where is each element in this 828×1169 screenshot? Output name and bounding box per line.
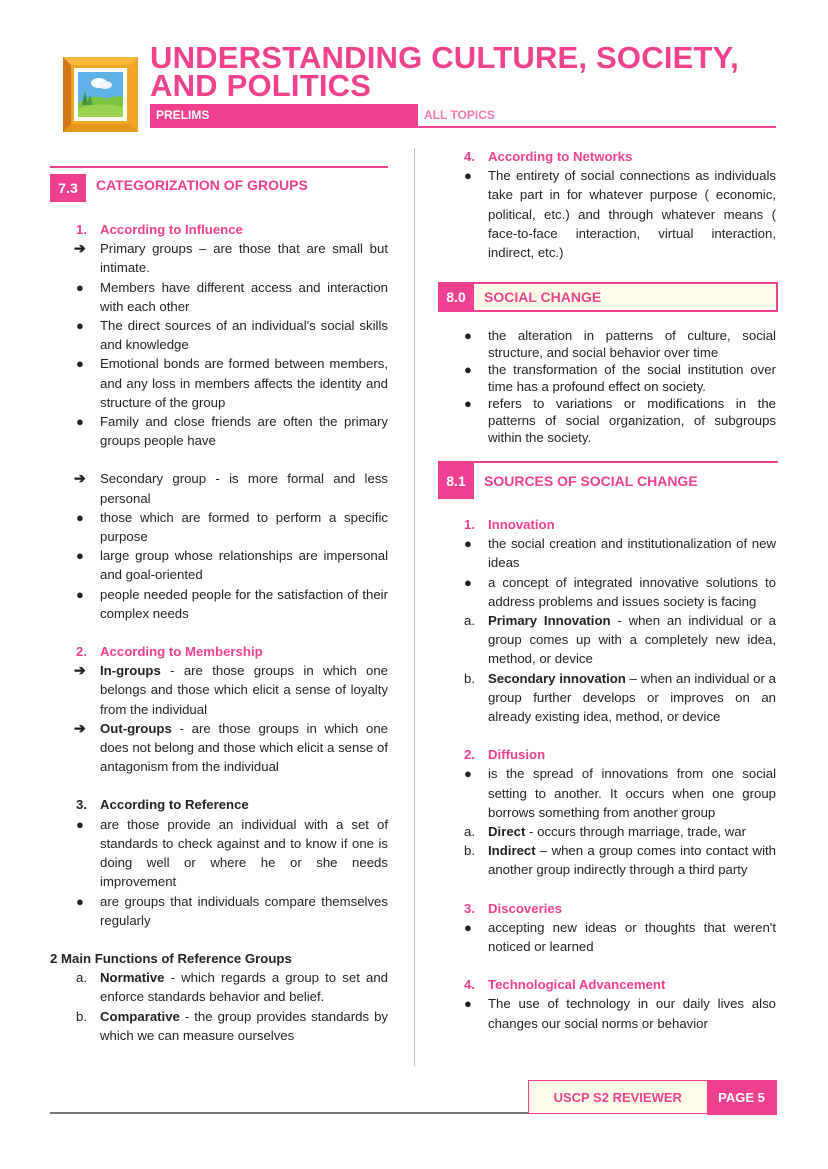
primary-groups-item: ➔ Primary groups – are those that are small but intimate. xyxy=(74,240,388,276)
bullet-icon: ● xyxy=(464,574,472,590)
list-item: ● the transformation of the social institution over time has a profound effect on society. xyxy=(464,362,776,394)
column-divider xyxy=(414,148,415,1066)
bullet-icon: ● xyxy=(76,816,84,832)
primary-innovation-item: a. Primary Innovation - when an individual or a group comes up with a completely new idea, method, or device xyxy=(464,613,776,667)
bullet-icon: ● xyxy=(464,996,472,1012)
section-number: 8.0 xyxy=(438,282,474,312)
list-item: ● Members have different access and interaction with each other xyxy=(76,279,388,314)
bullet-icon: ● xyxy=(76,356,84,372)
arrow-icon: ➔ xyxy=(74,470,86,487)
framed-picture-icon xyxy=(63,57,138,132)
section-number: 7.3 xyxy=(50,174,86,202)
bullet-icon: ● xyxy=(76,414,84,430)
list-item: ● a concept of integrated innovative solutions to address problems and issues society is facing xyxy=(464,574,776,609)
list-item: ● The use of technology in our daily lives also changes our social norms or behavior xyxy=(464,996,776,1031)
out-groups-item: ➔ Out-groups - are those groups in which one does not belong and those which elicit a sense of antagonism from the individual xyxy=(74,719,388,775)
list-item: ● are those provide an individual with a set of standards to check against and to know if one is doing well or where he or she needs improvement xyxy=(76,816,388,890)
subheading-reference: 3. According to Reference xyxy=(76,797,249,813)
normative-item: a. Normative - which regards a group to set and enforce standards behavior and belief. xyxy=(76,970,388,1005)
topic-tabs xyxy=(150,104,776,128)
section-title: SOURCES OF SOCIAL CHANGE xyxy=(484,473,698,489)
left-column-content xyxy=(50,220,388,1045)
indirect-diffusion-item: b. Indirect – when a group comes into contact with another group indirectly through a third party xyxy=(464,843,776,878)
list-item: ● Emotional bonds are formed between members, and any loss in members affects the identity and structure of the group xyxy=(76,356,388,410)
list-item: ● the social creation and institutionalization of new ideas xyxy=(464,536,776,571)
footer-label: USCP S2 REVIEWER xyxy=(553,1089,682,1105)
functions-heading: 2 Main Functions of Reference Groups xyxy=(50,950,292,966)
bullet-icon: ● xyxy=(464,536,472,552)
tab-all-topics[interactable]: ALL TOPICS xyxy=(424,108,495,122)
in-groups-item: ➔ In-groups - are those groups in which one belongs and those which elicit a sense of loyalty from the individual xyxy=(74,662,388,717)
subheading-discoveries: 3. Discoveries xyxy=(464,900,563,916)
bullet-icon: ● xyxy=(76,318,84,334)
bullet-icon: ● xyxy=(464,168,472,184)
secondary-innovation-item: b. Secondary innovation – when an individual or a group further develops or improves on an already existing idea, method, or device xyxy=(464,670,776,725)
subheading-innovation: 1. Innovation xyxy=(464,517,555,532)
arrow-icon: ➔ xyxy=(74,662,86,679)
list-item: ● are groups that individuals compare themselves regularly xyxy=(76,893,388,928)
subheading-networks: 4. According to Networks xyxy=(464,149,633,164)
direct-diffusion-item: a. Direct - occurs through marriage, trade, war xyxy=(464,824,747,840)
arrow-icon: ➔ xyxy=(74,719,86,736)
list-item: ● large group whose relationships are impersonal and goal-oriented xyxy=(76,548,388,583)
title-line-1: UNDERSTANDING CULTURE, SOCIETY, xyxy=(150,40,739,75)
page-number: PAGE 5 xyxy=(707,1080,777,1115)
bullet-icon: ● xyxy=(464,766,472,782)
social-change-points xyxy=(438,327,776,446)
bullet-icon: ● xyxy=(464,328,472,343)
section-number: 8.1 xyxy=(438,463,474,499)
list-item: ● The entirety of social connections as individuals take part in for whatever purpose ( economic, political, etc.) and through whatever means ( face-to-face interaction, virtual interaction, indirect, etc.) xyxy=(464,168,776,261)
list-item: ● is the spread of innovations from one social setting to another. It occurs when one group borrows something from another group xyxy=(464,766,776,820)
bullet-icon: ● xyxy=(464,919,472,935)
subheading-technology: 4. Technological Advancement xyxy=(464,977,666,993)
bullet-icon: ● xyxy=(76,586,84,602)
secondary-group-item: ➔ Secondary group - is more formal and less personal xyxy=(74,470,388,506)
list-item: ● people needed people for the satisfaction of their complex needs xyxy=(76,586,388,621)
list-item: ● the alteration in patterns of culture, social structure, and social behavior over time xyxy=(464,328,776,360)
networks-block xyxy=(438,147,776,262)
bullet-icon: ● xyxy=(464,396,472,411)
tab-prelims[interactable]: PRELIMS xyxy=(150,104,418,126)
list-item: ● The direct sources of an individual's social skills and knowledge xyxy=(76,318,388,353)
section-title: SOCIAL CHANGE xyxy=(484,289,602,305)
list-item: ● accepting new ideas or thoughts that weren't noticed or learned xyxy=(464,919,776,955)
subheading-influence: 1. According to Influence xyxy=(76,222,243,237)
section-header-7-3 xyxy=(50,166,388,196)
arrow-icon: ➔ xyxy=(74,240,86,257)
subheading-membership: 2. According to Membership xyxy=(76,644,263,660)
page-title xyxy=(150,40,790,103)
bullet-icon: ● xyxy=(76,548,84,564)
bullet-icon: ● xyxy=(464,362,472,377)
comparative-item: b. Comparative - the group provides standards by which we can measure ourselves xyxy=(76,1008,388,1043)
bullet-icon: ● xyxy=(76,279,84,295)
section-header-8-0 xyxy=(438,282,778,312)
section-title: CATEGORIZATION OF GROUPS xyxy=(96,177,308,193)
title-line-2: AND POLITICS xyxy=(150,68,372,103)
footer-rule xyxy=(50,1112,530,1114)
subheading-diffusion: 2. Diffusion xyxy=(464,747,546,763)
bullet-icon: ● xyxy=(76,509,84,525)
section-header-8-1 xyxy=(438,461,778,491)
list-item: ● those which are formed to perform a specific purpose xyxy=(76,509,388,545)
footer-badge xyxy=(528,1080,776,1114)
list-item: ● refers to variations or modifications in the patterns of social organization, of subgroups within the society. xyxy=(464,396,776,445)
sources-content xyxy=(438,515,776,1033)
bullet-icon: ● xyxy=(76,893,84,909)
list-item: ● Family and close friends are often the primary groups people have xyxy=(76,414,388,449)
